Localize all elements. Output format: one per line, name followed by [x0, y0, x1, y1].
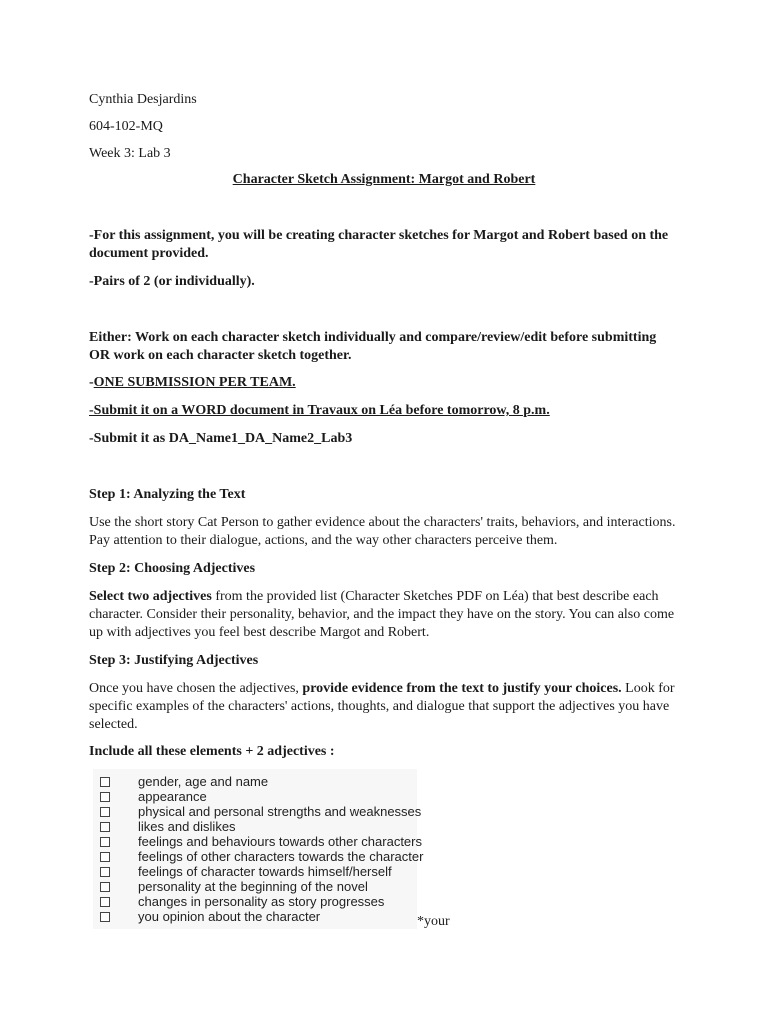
week-label: Week 3: Lab 3	[89, 146, 171, 161]
pairs-note: -Pairs of 2 (or individually).	[89, 274, 255, 289]
submit-word-note: -Submit it on a WORD document in Travaux on Léa before tomorrow, 8 p.m.	[89, 403, 550, 418]
checkbox-icon	[100, 882, 110, 892]
checkbox-icon	[100, 807, 110, 817]
step2-text: Select two adjectives from the provided list (Character Sketches PDF on Léa) that best describe each character. Consider their personality, behavior, and the impact they have on the story. You can also come up with adjectives you feel best describe Margot and Robert.	[89, 589, 675, 640]
one-submission-note: -ONE SUBMISSION PER TEAM.	[89, 375, 296, 390]
step1-heading: Step 1: Analyzing the Text	[89, 487, 246, 502]
step2-heading: Step 2: Choosing Adjectives	[89, 561, 256, 576]
checkbox-icon	[100, 852, 110, 862]
checkbox-icon	[100, 777, 110, 787]
either-paragraph: Either: Work on each character sketch individually and compare/review/edit before submitting OR work on each character sketch together.	[89, 330, 657, 363]
footnote-your: *your	[417, 914, 450, 929]
checkbox-icon	[100, 867, 110, 877]
step1-text: Use the short story Cat Person to gather evidence about the characters' traits, behaviors, and interactions. Pay attention to their dialogue, actions, and the way other characters perceive them.	[89, 515, 676, 548]
intro-paragraph: -For this assignment, you will be creating character sketches for Margot and Robert based on the document provided.	[89, 228, 669, 261]
assignment-title: Character Sketch Assignment: Margot and Robert	[232, 172, 536, 187]
author-name: Cynthia Desjardins	[89, 92, 197, 107]
checkbox-icon	[100, 792, 110, 802]
submit-name-note: -Submit it as DA_Name1_DA_Name2_Lab3	[89, 431, 353, 446]
checkbox-icon	[100, 837, 110, 847]
course-code: 604-102-MQ	[89, 119, 163, 134]
include-heading: Include all these elements + 2 adjectives :	[89, 744, 335, 759]
element-checklist: gender, age and name appearance physical and personal strengths and weaknesses likes and dislikes feelings and behaviours towards other characters feelings of other characters towards the character feelings of character towards himself/herself personality at the beginning of the novel changes in personality as story progresses you opinion about the character	[93, 769, 417, 929]
step3-heading: Step 3: Justifying Adjectives	[89, 653, 259, 668]
step3-text: Once you have chosen the adjectives, provide evidence from the text to justify your choices. Look for specific examples of the characters' actions, thoughts, and dialogue that support the adjectives you have selected.	[89, 681, 675, 732]
checkbox-icon	[100, 912, 110, 922]
checkbox-icon	[100, 897, 110, 907]
checkbox-icon	[100, 822, 110, 832]
